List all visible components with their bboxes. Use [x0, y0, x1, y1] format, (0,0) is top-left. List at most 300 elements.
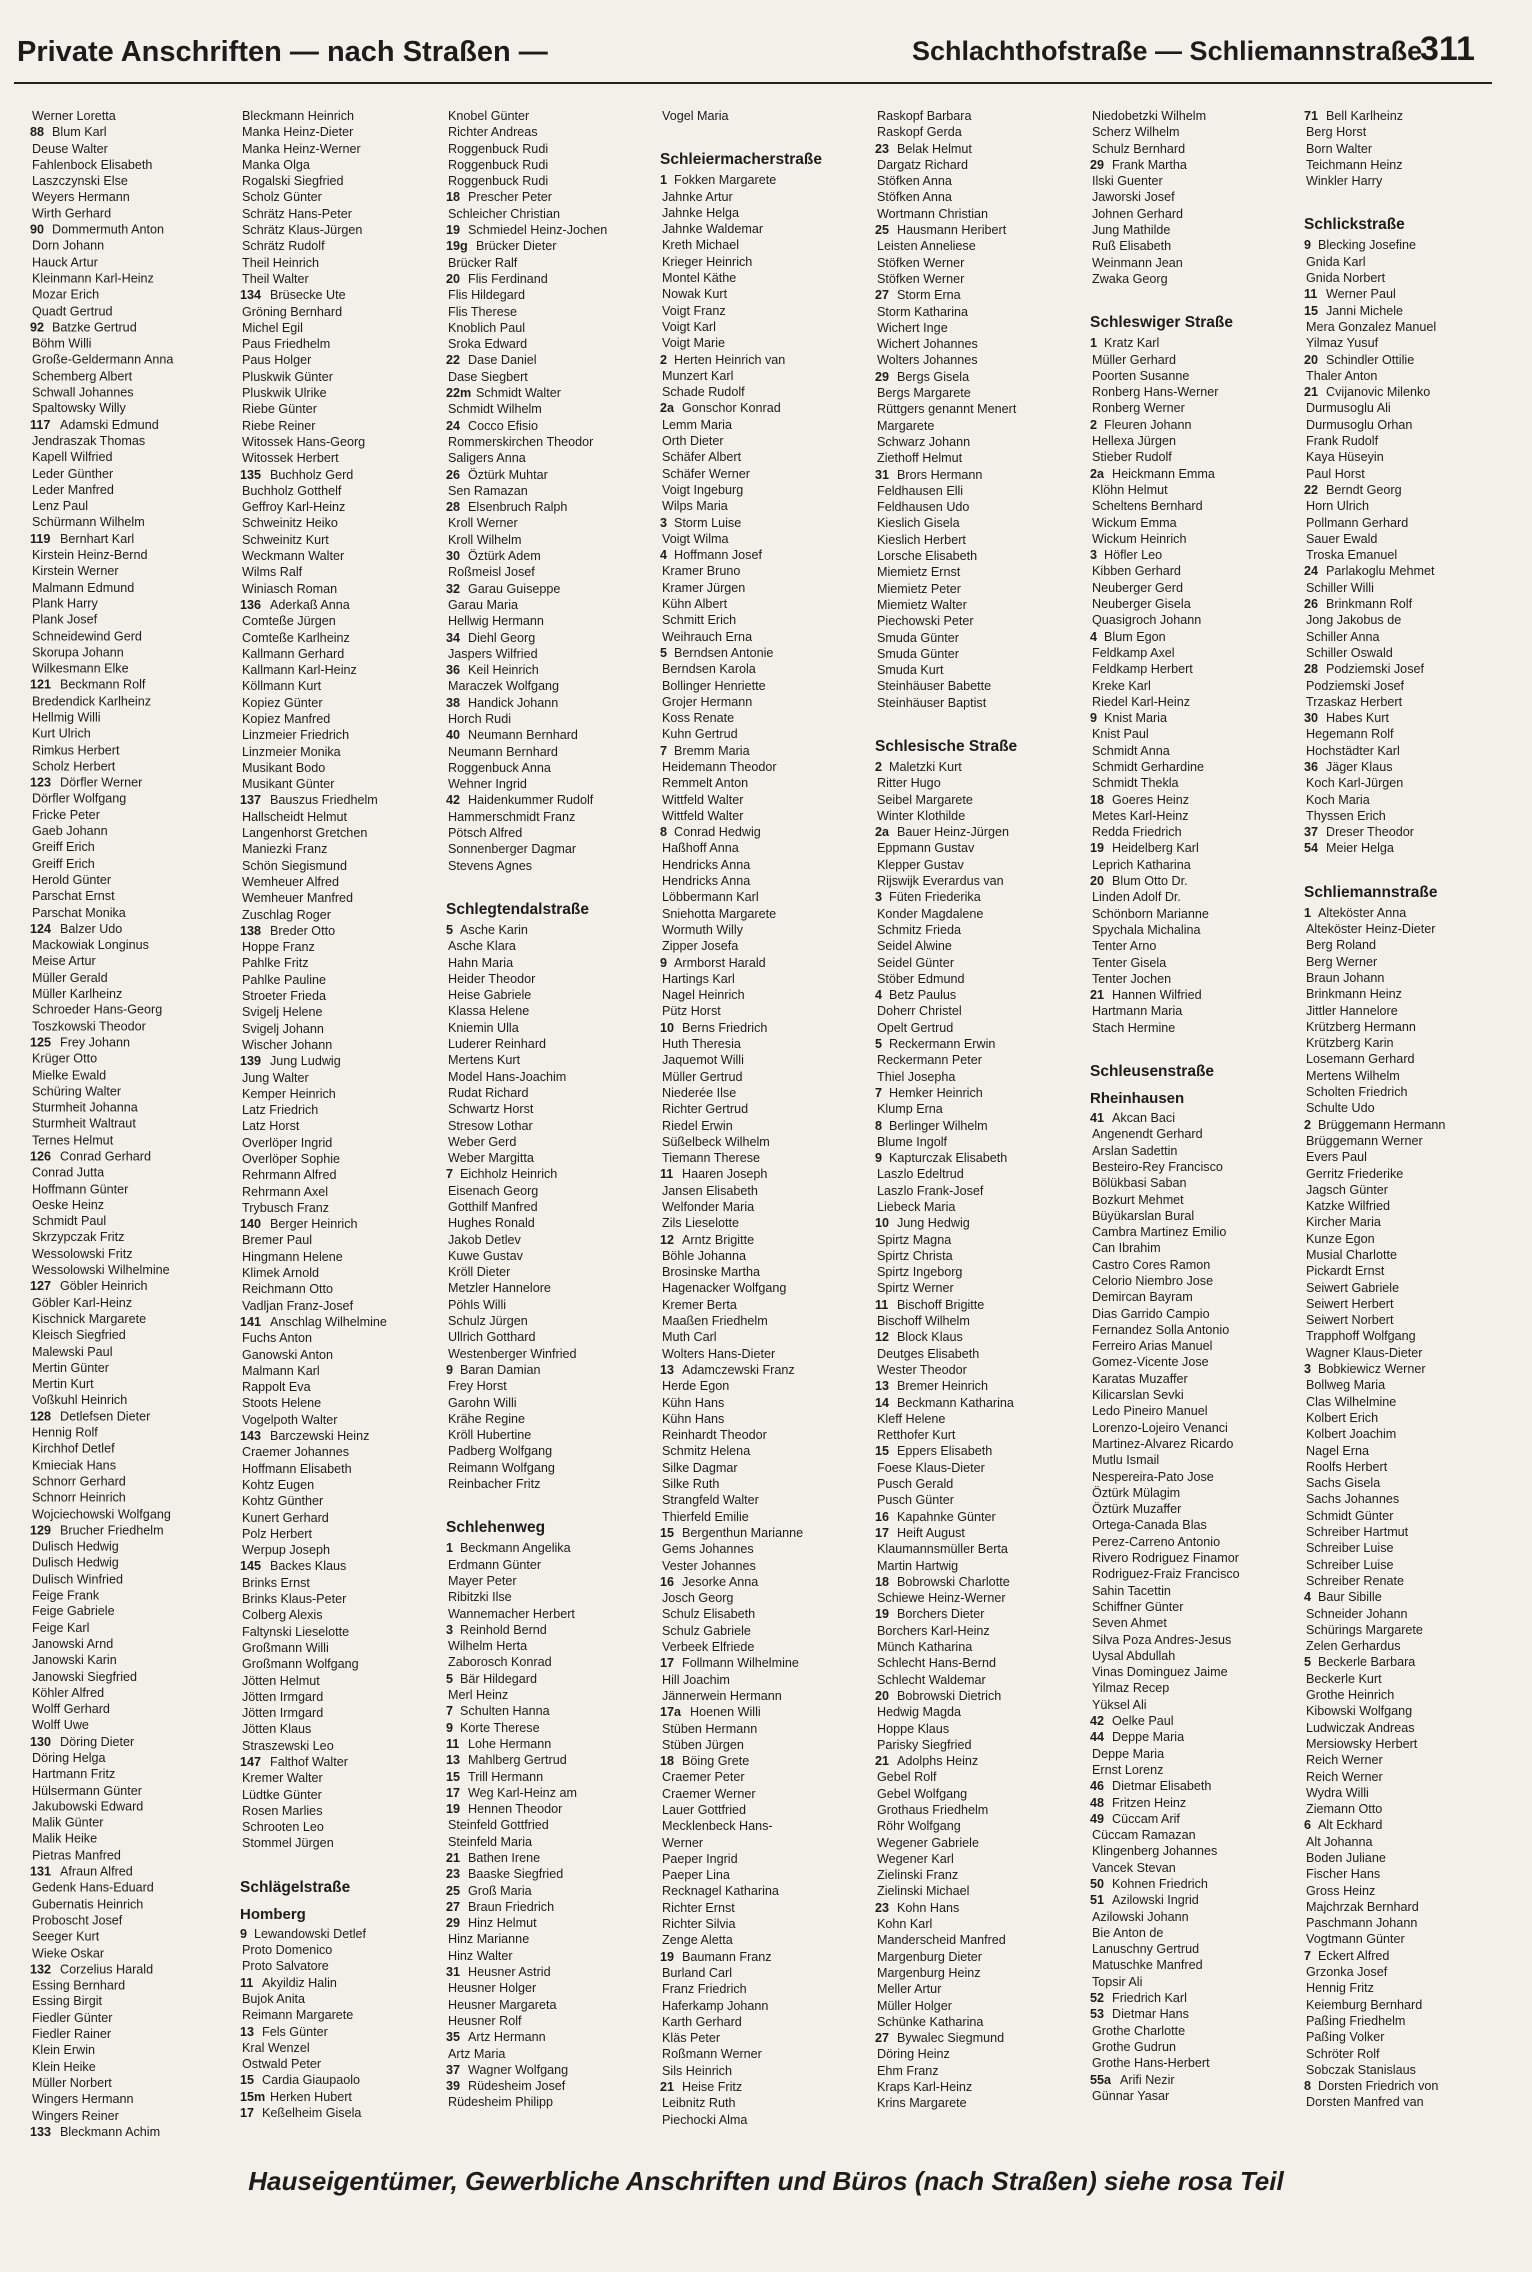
resident-name: Öztürk Muzaffer: [1092, 1502, 1182, 1517]
resident-name: Mackowiak Longinus: [32, 938, 149, 953]
resident-name: Kramer Jürgen: [662, 580, 746, 595]
resident-entry: [1090, 352, 1302, 368]
resident-entry: [1090, 547, 1302, 563]
footer-note: Hauseigentümer, Gewerbliche Anschriften und Büros (nach Straßen) siehe rosa Teil: [248, 2166, 1284, 2196]
resident-name: Tenter Arno: [1092, 939, 1157, 954]
resident-entry: [30, 1555, 242, 1571]
resident-entry: [1090, 678, 1302, 694]
resident-entry: [1090, 1175, 1302, 1191]
resident-name: Wingers Hermann: [32, 2092, 134, 2107]
resident-name: Knoblich Paul: [448, 320, 526, 335]
house-number: 143: [240, 1429, 262, 1444]
resident-entry: [660, 922, 872, 938]
resident-entry: [660, 1802, 872, 1818]
resident-entry: [446, 841, 658, 857]
resident-entry: [1090, 824, 1302, 840]
resident-entry: [30, 482, 242, 498]
house-number: 32: [446, 581, 461, 596]
resident-name: Grothe Heinrich: [1306, 1688, 1395, 1703]
resident-name: Schönborn Marianne: [1092, 906, 1209, 921]
resident-entry: [660, 433, 872, 449]
resident-entry: [446, 450, 658, 466]
house-number: 18: [1090, 792, 1105, 807]
resident-name: Wessolowski Wilhelmine: [32, 1263, 170, 1278]
resident-entry: [1090, 596, 1302, 612]
resident-entry: [1304, 1801, 1516, 1817]
resident-entry: [30, 2075, 242, 2091]
resident-name: Smuda Günter: [877, 630, 959, 645]
resident-name: Hughes Ronald: [448, 1216, 535, 1231]
house-number: 40: [446, 728, 461, 743]
resident-name: Mutlu Ismail: [1092, 1453, 1160, 1468]
resident-name: Essing Birgit: [32, 1994, 102, 2009]
resident-name: Kröll Hubertine: [448, 1428, 532, 1443]
resident-name: Beckerle Barbara: [1318, 1655, 1416, 1670]
resident-entry: [30, 1571, 242, 1587]
resident-name: Wilms Ralf: [242, 565, 303, 580]
resident-name: Ostwald Peter: [242, 2057, 322, 2072]
resident-name: Overlöper Ingrid: [242, 1135, 333, 1150]
resident-entry: [1090, 1599, 1302, 1615]
resident-entry: [240, 385, 452, 401]
resident-name: Alt Eckhard: [1318, 1818, 1383, 1833]
resident-name: Gebel Wolfgang: [877, 1786, 968, 1801]
resident-entry: [875, 189, 1087, 205]
resident-name: Steinhäuser Babette: [877, 679, 992, 694]
resident-name: Kuwe Gustav: [448, 1248, 523, 1263]
resident-name: Blum Egon: [1104, 629, 1166, 644]
resident-name: Lenz Paul: [32, 499, 89, 514]
house-number: 5: [446, 922, 454, 937]
house-number: 41: [1090, 1111, 1105, 1126]
resident-name: Spychala Michalina: [1092, 922, 1201, 937]
resident-name: Kunert Gerhard: [242, 1510, 329, 1525]
resident-entry: [446, 1020, 658, 1036]
resident-name: Hartmann Fritz: [32, 1767, 116, 1782]
resident-entry: [446, 776, 658, 792]
resident-entry: [30, 1457, 242, 1473]
resident-entry: [660, 335, 872, 351]
resident-entry: [240, 1575, 452, 1591]
resident-entry: [240, 1249, 452, 1265]
house-number: 2: [1090, 417, 1098, 432]
resident-name: Fuchs Anton: [242, 1331, 313, 1346]
resident-entry: [446, 564, 658, 580]
resident-entry: [240, 939, 452, 955]
resident-entry: [660, 661, 872, 677]
resident-name: Diehl Georg: [468, 630, 536, 645]
directory-column-6: [1090, 108, 1302, 2104]
resident-name: Skorupa Johann: [32, 645, 124, 660]
resident-name: Wormuth Willy: [662, 922, 743, 937]
resident-entry: [240, 1624, 452, 1640]
resident-entry: [1304, 1834, 1516, 1850]
resident-entry: [240, 124, 452, 140]
resident-entry: [875, 564, 1087, 580]
resident-name: Lorenzo-Lojeiro Venanci: [1092, 1420, 1228, 1435]
resident-name: Vogelpoth Walter: [242, 1412, 338, 1427]
resident-entry: [1090, 1974, 1302, 1990]
house-number: 7: [446, 1704, 454, 1719]
house-number: 13: [875, 1379, 890, 1394]
resident-name: Dulisch Hedwig: [32, 1555, 119, 1570]
resident-name: Voigt Franz: [662, 303, 726, 318]
resident-entry: [240, 189, 452, 205]
resident-entry: [875, 2063, 1087, 2079]
resident-name: Heusner Astrid: [468, 1965, 551, 1980]
resident-entry: [30, 1441, 242, 1457]
directory-column-5: [875, 108, 1087, 2112]
resident-entry: [30, 1100, 242, 1116]
resident-name: Zuschlag Roger: [242, 907, 331, 922]
resident-entry: [30, 1701, 242, 1717]
resident-name: Ritter Hugo: [877, 776, 941, 791]
resident-name: Fritzen Heinz: [1112, 1795, 1187, 1810]
resident-name: Hoppe Franz: [242, 940, 315, 955]
resident-entry: [30, 1864, 242, 1880]
resident-name: Krins Margarete: [877, 2096, 967, 2111]
resident-entry: [240, 1526, 452, 1542]
resident-entry: [660, 1346, 872, 1362]
house-number: 29: [1090, 157, 1105, 172]
house-number: 31: [446, 1965, 461, 1980]
resident-name: Proto Domenico: [242, 1943, 333, 1958]
resident-entry: [875, 759, 1087, 775]
resident-entry: [240, 907, 452, 923]
resident-name: Kohnen Friedrich: [1112, 1876, 1208, 1891]
resident-entry: [1304, 1866, 1516, 1882]
house-number: 49: [1090, 1811, 1105, 1826]
resident-entry: [660, 1362, 872, 1378]
resident-name: Schreiber Luise: [1306, 1541, 1394, 1556]
resident-entry: [875, 1851, 1087, 1867]
resident-entry: [30, 2059, 242, 2075]
resident-entry: [875, 1476, 1087, 1492]
resident-entry: [1304, 2029, 1516, 2045]
resident-entry: [446, 124, 658, 140]
resident-name: Feige Frank: [32, 1588, 100, 1603]
resident-name: Bathen Irene: [468, 1850, 541, 1865]
resident-name: Schulz Bernhard: [1092, 141, 1186, 156]
resident-entry: [1090, 1615, 1302, 1631]
resident-entry: [875, 1900, 1087, 1916]
resident-name: Schürings Margarete: [1306, 1622, 1423, 1637]
resident-name: Tenter Jochen: [1092, 971, 1172, 986]
resident-name: Theil Walter: [242, 271, 309, 286]
resident-name: Beckmann Angelika: [460, 1541, 571, 1556]
resident-name: Laszczynski Else: [32, 174, 128, 188]
house-number: 124: [30, 921, 52, 936]
resident-name: Schreiber Hartmut: [1306, 1525, 1409, 1540]
resident-entry: [875, 1069, 1087, 1085]
resident-name: Dörfler Werner: [60, 775, 143, 790]
resident-name: Skrzypczak Fritz: [32, 1230, 125, 1245]
resident-name: Klingenberg Johannes: [1092, 1844, 1218, 1859]
resident-name: Schreiber Renate: [1306, 1573, 1405, 1588]
resident-name: Faltynski Lieselotte: [242, 1624, 350, 1639]
resident-entry: [30, 1213, 242, 1229]
resident-name: Dulisch Winfried: [32, 1572, 123, 1587]
resident-name: Döring Helga: [32, 1750, 106, 1765]
resident-name: Seidel Günter: [877, 955, 955, 970]
street-heading: Schlegtendalstraße: [446, 900, 589, 918]
resident-entry: [660, 237, 872, 253]
resident-entry: [875, 532, 1087, 548]
resident-name: Martin Hartwig: [877, 1558, 959, 1573]
resident-name: Tenter Gisela: [1092, 955, 1167, 970]
resident-entry: [1304, 1980, 1516, 1996]
resident-entry: [446, 955, 658, 971]
resident-entry: [1090, 238, 1302, 254]
resident-name: Cüccam Ramazan: [1092, 1828, 1196, 1843]
resident-entry: [240, 955, 452, 971]
resident-entry: [875, 369, 1087, 385]
house-number: 50: [1090, 1876, 1105, 1891]
resident-name: Mielke Ewald: [32, 1068, 107, 1083]
resident-name: Model Hans-Joachim: [448, 1069, 567, 1084]
resident-name: Seven Ahmet: [1092, 1616, 1167, 1631]
house-number: 1: [446, 1541, 454, 1556]
resident-name: Scholten Friedrich: [1306, 1085, 1408, 1100]
resident-entry: [875, 1558, 1087, 1574]
resident-entry: [30, 1278, 242, 1294]
resident-entry: [875, 1134, 1087, 1150]
resident-name: Thyssen Erich: [1306, 808, 1386, 823]
resident-entry: [1090, 1501, 1302, 1517]
house-number: 27: [875, 288, 890, 303]
resident-name: Zielinski Michael: [877, 1884, 970, 1899]
house-number: 23: [875, 141, 890, 156]
resident-name: Kraps Karl-Heinz: [877, 2080, 973, 2095]
resident-entry: [446, 1134, 658, 1150]
resident-name: Hartmann Maria: [1092, 1004, 1183, 1019]
resident-entry: [240, 581, 452, 597]
resident-entry: [30, 986, 242, 1002]
resident-name: Köllmann Kurt: [242, 679, 322, 694]
resident-name: Doherr Christel: [877, 1004, 962, 1019]
resident-name: Bywalec Siegmund: [897, 2031, 1005, 2046]
resident-name: Knist Paul: [1092, 727, 1149, 742]
resident-name: Cocco Efisio: [468, 418, 538, 433]
resident-name: Schröter Rolf: [1306, 2046, 1380, 2061]
resident-entry: [446, 1003, 658, 1019]
resident-name: Dorn Johann: [32, 239, 105, 254]
resident-name: Piechowski Peter: [877, 614, 974, 629]
resident-name: Stevens Agnes: [448, 858, 533, 873]
resident-name: Kieslich Gisela: [877, 516, 960, 531]
resident-name: Hendricks Anna: [662, 874, 751, 889]
resident-name: Kroll Wilhelm: [448, 532, 522, 547]
resident-entry: [1090, 1289, 1302, 1305]
resident-name: Meise Artur: [32, 954, 96, 969]
resident-name: Musikant Bodo: [242, 760, 326, 775]
resident-name: Grojer Hermann: [662, 694, 753, 709]
resident-entry: [30, 579, 242, 595]
resident-name: Wirth Gerhard: [32, 206, 112, 221]
house-number: 17a: [660, 1705, 682, 1720]
resident-entry: [446, 1654, 658, 1670]
resident-entry: [1090, 531, 1302, 547]
resident-entry: [660, 726, 872, 742]
resident-entry: [1090, 987, 1302, 1003]
resident-name: Piechocki Alma: [662, 2112, 748, 2127]
resident-name: Mertin Kurt: [32, 1376, 94, 1391]
resident-name: Kniemin Ulla: [448, 1020, 519, 1035]
resident-entry: [446, 189, 658, 205]
resident-name: Troska Emanuel: [1306, 548, 1398, 563]
resident-name: Comteße Jürgen: [242, 614, 336, 629]
resident-name: Colberg Alexis: [242, 1608, 323, 1623]
resident-name: Haßhoff Anna: [662, 841, 739, 856]
resident-name: Buchholz Gerd: [270, 467, 354, 482]
resident-name: Hennen Theodor: [468, 1802, 563, 1817]
resident-name: Musikant Günter: [242, 777, 335, 792]
resident-name: Cardia Giaupaolo: [262, 2073, 361, 2088]
resident-entry: [1304, 1475, 1516, 1491]
resident-entry: [240, 1184, 452, 1200]
resident-name: Neuberger Gisela: [1092, 597, 1191, 612]
house-number: 19: [446, 223, 461, 238]
resident-name: Latz Horst: [242, 1119, 300, 1134]
resident-entry: [660, 2112, 872, 2128]
resident-name: Hoffmann Elisabeth: [242, 1461, 352, 1476]
resident-entry: [1304, 1263, 1516, 1279]
resident-entry: [240, 1975, 452, 1991]
resident-entry: [660, 971, 872, 987]
resident-name: Hellmig Willi: [32, 710, 101, 725]
resident-entry: [875, 630, 1087, 646]
resident-entry: [875, 1688, 1087, 1704]
resident-name: Schleicher Christian: [448, 206, 560, 221]
resident-name: Braun Johann: [1306, 970, 1385, 985]
resident-name: Schlecht Hans-Bernd: [877, 1656, 997, 1671]
resident-name: Maraczek Wolfgang: [448, 679, 560, 694]
house-number: 55a: [1090, 2072, 1112, 2087]
resident-entry: [240, 532, 452, 548]
resident-entry: [446, 1850, 658, 1866]
resident-entry: [446, 1573, 658, 1589]
resident-entry: [240, 1461, 452, 1477]
resident-entry: [446, 760, 658, 776]
resident-entry: [30, 1961, 242, 1977]
resident-name: Riebe Günter: [242, 402, 317, 417]
resident-entry: [30, 319, 242, 335]
house-number: 9: [240, 1926, 248, 1941]
resident-name: Heift August: [897, 1525, 965, 1540]
resident-entry: [875, 222, 1087, 238]
resident-entry: [1304, 1948, 1516, 1964]
resident-entry: [875, 1606, 1087, 1622]
house-number: 11: [1304, 287, 1318, 302]
resident-name: Eisenach Georg: [448, 1183, 539, 1198]
resident-entry: [240, 1151, 452, 1167]
resident-entry: [875, 141, 1087, 157]
resident-entry: [1090, 271, 1302, 287]
resident-entry: [446, 532, 658, 548]
resident-name: Rivero Rodriguez Finamor: [1092, 1551, 1239, 1566]
resident-entry: [1090, 1534, 1302, 1550]
resident-entry: [240, 1656, 452, 1672]
resident-name: Manka Heinz-Dieter: [242, 125, 354, 140]
resident-name: Richter Gertrud: [662, 1102, 749, 1117]
resident-name: Hinz Helmut: [468, 1916, 537, 1931]
house-number: 7: [446, 1167, 454, 1182]
resident-name: Stöfken Werner: [877, 255, 965, 270]
resident-name: Jagsch Günter: [1306, 1182, 1388, 1197]
house-number: 141: [240, 1314, 262, 1329]
resident-name: Sobczak Stanislaus: [1306, 2062, 1416, 2077]
resident-entry: [660, 1655, 872, 1671]
resident-entry: [875, 1721, 1087, 1737]
resident-entry: [446, 1948, 658, 1964]
resident-entry: [240, 1721, 452, 1737]
resident-entry: [30, 238, 242, 254]
resident-entry: [875, 287, 1087, 303]
resident-name: Bergenthun Marianne: [682, 1525, 804, 1540]
resident-name: Zwaka Georg: [1092, 271, 1168, 286]
resident-name: Trill Hermann: [468, 1769, 544, 1784]
resident-entry: [1304, 1280, 1516, 1296]
resident-entry: [446, 1264, 658, 1280]
resident-entry: [30, 271, 242, 287]
resident-name: Grothe Charlotte: [1092, 2023, 1186, 2038]
resident-entry: [30, 1539, 242, 1555]
resident-name: Klöhn Helmut: [1092, 482, 1168, 497]
resident-entry: [660, 857, 872, 873]
resident-name: Angenendt Gerhard: [1092, 1127, 1203, 1142]
resident-entry: [1304, 384, 1516, 400]
resident-entry: [446, 744, 658, 760]
house-number: 30: [446, 549, 461, 564]
resident-entry: [30, 1165, 242, 1181]
resident-entry: [1090, 1452, 1302, 1468]
resident-entry: [446, 2046, 658, 2062]
house-number: 29: [446, 1916, 461, 1931]
resident-entry: [660, 2014, 872, 2030]
resident-entry: [1090, 1713, 1302, 1729]
resident-name: Bauszus Friedhelm: [270, 793, 378, 808]
resident-entry: [240, 418, 452, 434]
resident-entry: [30, 1604, 242, 1620]
resident-entry: [446, 2013, 658, 2029]
resident-entry: [1090, 1143, 1302, 1159]
resident-name: Scholz Günter: [242, 190, 322, 205]
resident-name: Schmiedel Heinz-Jochen: [468, 223, 608, 238]
resident-entry: [660, 1639, 872, 1655]
resident-name: Roolfs Herbert: [1306, 1459, 1388, 1474]
resident-name: Dulisch Hedwig: [32, 1539, 119, 1554]
resident-entry: [1090, 840, 1302, 856]
resident-entry: [875, 1329, 1087, 1345]
resident-entry: [240, 499, 452, 515]
house-number: 19: [1090, 841, 1105, 856]
resident-name: Flis Ferdinand: [468, 271, 548, 286]
resident-name: Koch Karl-Jürgen: [1306, 776, 1404, 791]
resident-name: Schiller Oswald: [1306, 645, 1393, 660]
resident-entry: [446, 1443, 658, 1459]
resident-entry: [660, 1558, 872, 1574]
resident-name: Seiwert Gabriele: [1306, 1280, 1400, 1295]
resident-entry: [1304, 710, 1516, 726]
resident-name: Asche Klara: [448, 939, 516, 954]
resident-entry: [660, 1737, 872, 1753]
resident-name: Winkler Harry: [1306, 174, 1383, 189]
resident-name: Breder Otto: [270, 923, 336, 938]
house-number: 3: [1304, 1362, 1312, 1377]
resident-name: Schmidt Anna: [1092, 743, 1170, 758]
resident-name: Buchholz Gotthelf: [242, 483, 342, 498]
resident-entry: [240, 369, 452, 385]
